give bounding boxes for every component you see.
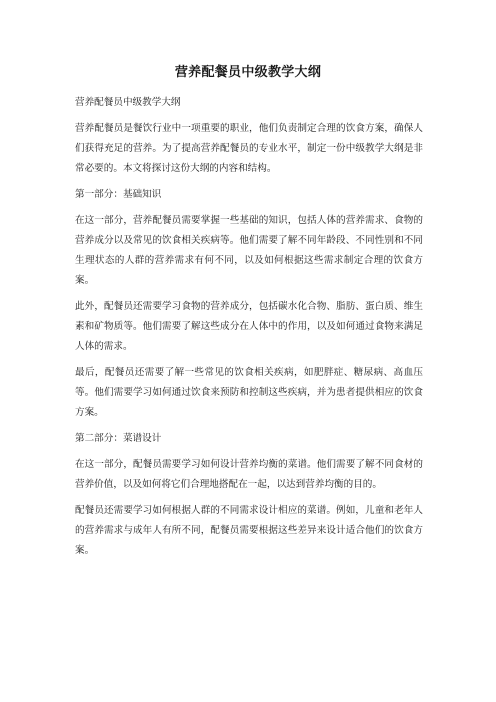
menu-paragraph-1: 在这一部分，配餐员需要学习如何设计营养均衡的菜谱。他们需要了解不同食材的营养价值，以及如何将它们合理地搭配在一起，以达到营养均衡的目的。: [75, 459, 423, 490]
basics-paragraph-3: 最后，配餐员还需要了解一些常见的饮食相关疾病，如肥胖症、糖尿病、高血压等。他们需要学习如何通过饮食来预防和控制这些疾病，并为患者提供相应的饮食方案。: [75, 367, 423, 418]
intro-paragraph: 营养配餐员是餐饮行业中一项重要的职业，他们负责制定合理的饮食方案，确保人们获得充足的营养。为了提高营养配餐员的专业水平，制定一份中级教学大纲是非常必要的。本文将探讨这份大纲的内容和结构。: [75, 123, 423, 174]
basics-paragraph-1: 在这一部分，营养配餐员需要掌握一些基础的知识，包括人体的营养需求、食物的营养成分以及常见的饮食相关疾病等。他们需要了解不同年龄段、不同性别和不同生理状态的人群的营养需求有何不同，以及如何根据这些需求制定合理的饮食方案。: [75, 215, 423, 286]
document-body: [75, 93, 423, 567]
document-title: 营养配餐员中级教学大纲: [174, 65, 322, 80]
basics-paragraph-2: 此外，配餐员还需要学习食物的营养成分，包括碳水化合物、脂肪、蛋白质、维生素和矿物质等。他们需要了解这些成分在人体中的作用，以及如何通过食物来满足人体的需求。: [75, 301, 423, 352]
section-heading-basics: 第一部分：基础知识: [75, 189, 162, 200]
menu-paragraph-2: 配餐员还需要学习如何根据人群的不同需求设计相应的菜谱。例如，儿童和老年人的营养需求与成年人有所不同，配餐员需要根据这些差异来设计适合他们的饮食方案。: [75, 505, 423, 556]
subtitle-paragraph: 营养配餐员中级教学大纲: [75, 97, 181, 108]
section-heading-menu-design: 第二部分：菜谱设计: [75, 433, 162, 444]
